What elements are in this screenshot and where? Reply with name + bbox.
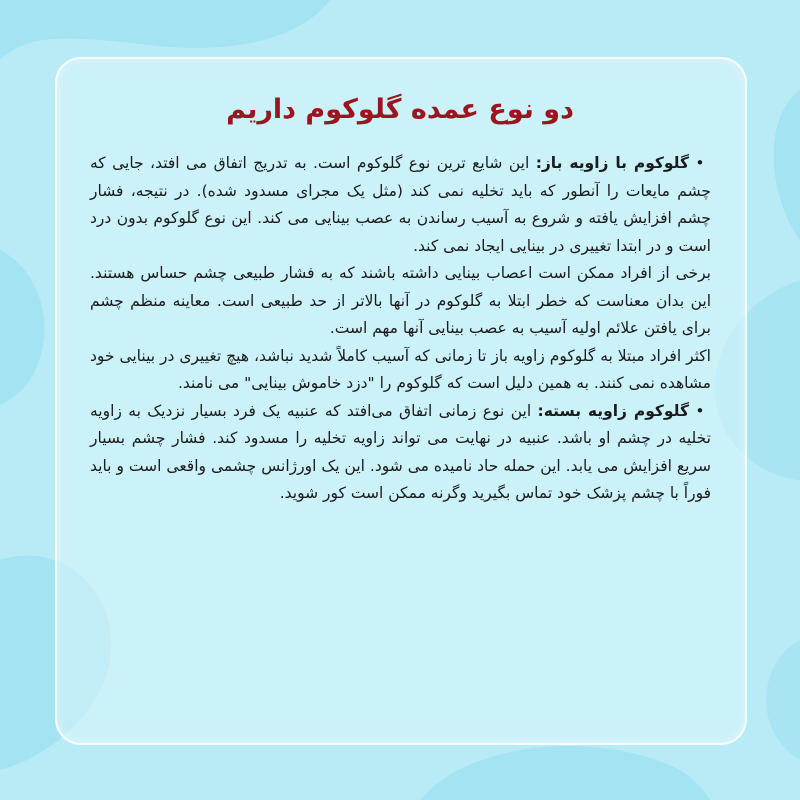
closed-angle-paragraph: [90, 398, 711, 508]
page-title: دو نوع عمده گلوکوم داریم: [226, 94, 574, 125]
closed-angle-text: این نوع زمانی اتفاق می‌افتد که عنبیه یک فرد بسیار نزدیک به زاویه تخلیه در چشم او باشد. عنبیه در نهایت می تواند زاویه تخلیه را مسدود کند. فشار چشم بسیار سریع افزایش می یابد. این حمله حاد نامیده می شود. این یک اورژانس چشمی واقعی است و باید فوراً با چشم پزشک خود تماس بگیرید وگرنه ممکن است کور شوید.: [90, 401, 711, 502]
open-angle-paragraph: [90, 150, 711, 260]
sensitive-nerves-paragraph: برخی از افراد ممکن است اعصاب بینایی داشته باشند که به فشار طبیعی چشم حساس هستند. این بدان معناست که خطر ابتلا به گلوکوم در آنها بالاتر از حد طبیعی است. معاینه منظم چشم برای یافتن علائم اولیه آسیب به عصب بینایی آنها مهم است.: [90, 264, 711, 337]
open-angle-term: گلوکوم با زاویه باز:: [535, 154, 689, 172]
open-angle-text: این شایع ترین نوع گلوکوم است. به تدریج اتفاق می افتد، جایی که چشم مایعات را آنطور که باید تخلیه نمی کند (مثل یک مجرای مسدود شده). در نتیجه، فشار چشم افزایش یافته و شروع به آسیب رساندن به عصب بینایی می کند. این نوع گلوکوم بدون درد است و در ابتدا تغییری در بینایی ایجاد نمی کند.: [90, 154, 711, 255]
bullet-icon: •: [695, 401, 705, 420]
article-body: [90, 150, 711, 508]
bullet-icon: •: [695, 154, 705, 172]
closed-angle-term: گلوکوم زاویه بسته:: [537, 401, 689, 420]
silent-thief-paragraph: اکثر افراد مبتلا به گلوکوم زاویه باز تا زمانی که آسیب کاملاً شدید نباشد، هیچ تغییری در بینایی خود مشاهده نمی کنند. به همین دلیل است که گلوکوم را "دزد خاموش بینایی" می نامند.: [90, 346, 711, 392]
